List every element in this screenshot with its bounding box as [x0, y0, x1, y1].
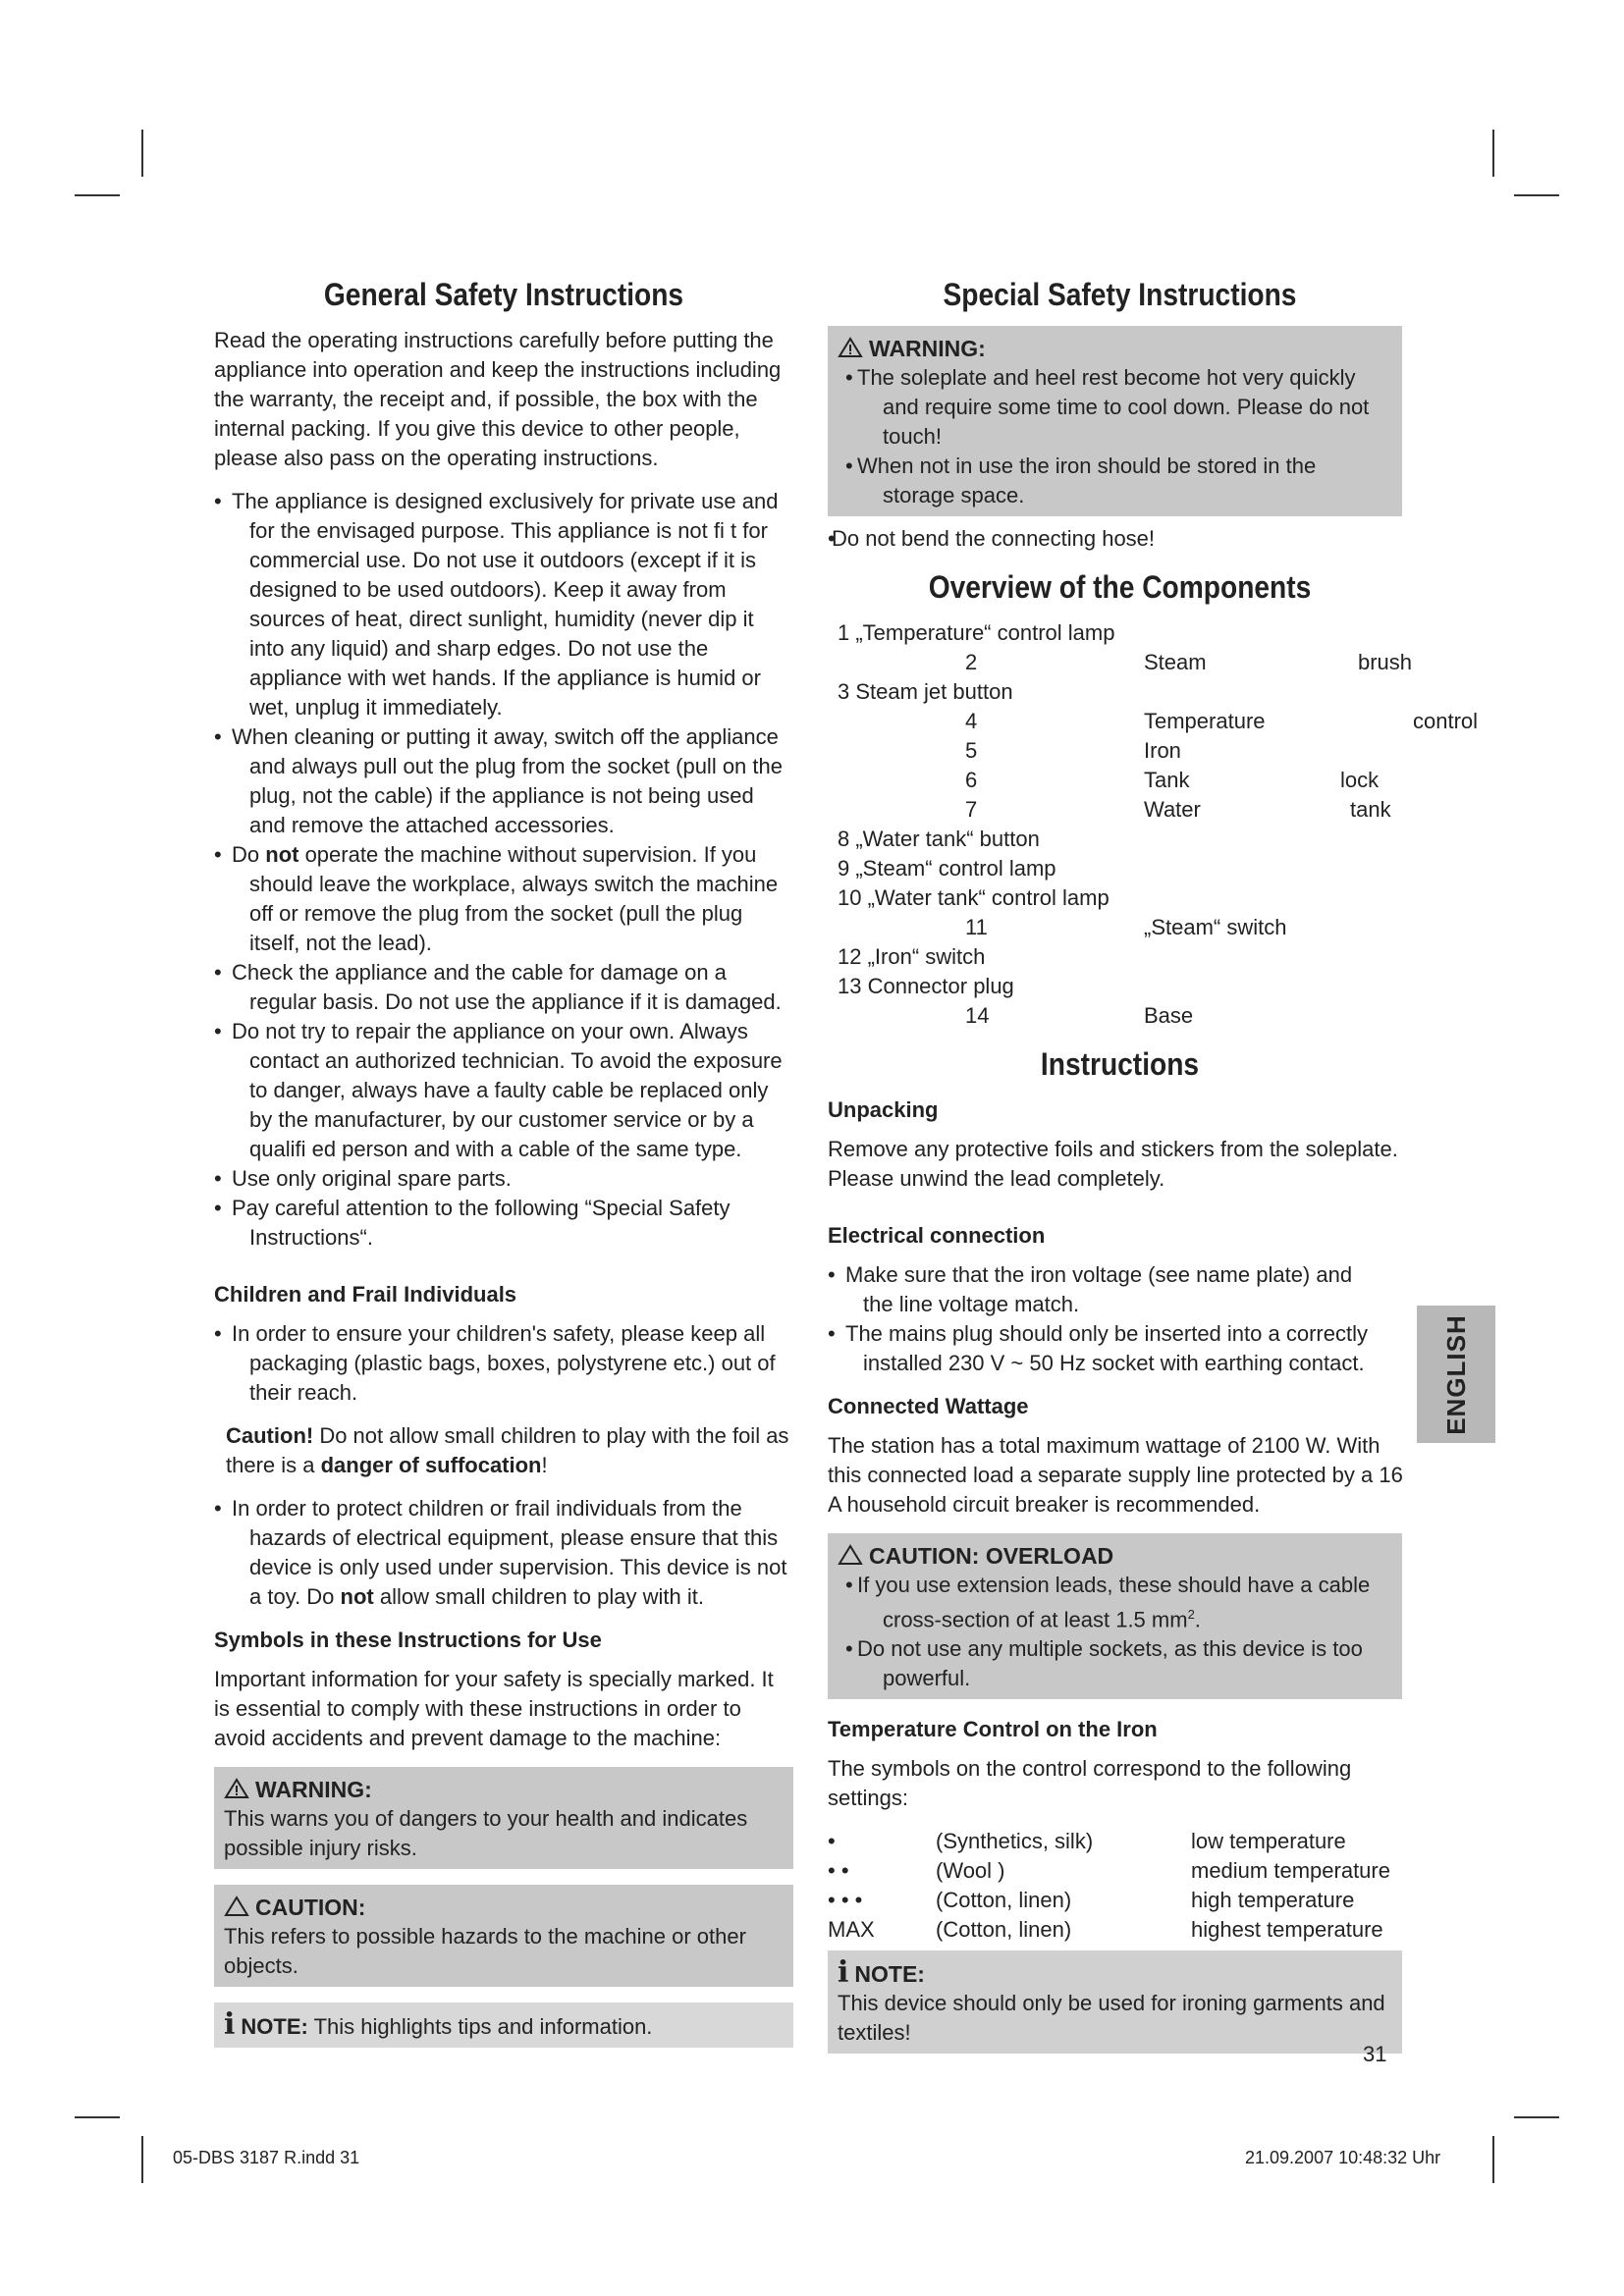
bullet-cleaning: • When cleaning or putting it away, switch off the appliance and always pull out the plug from the socket (pull on the plug, not the cable) if the appliance is not being used and remove the attached accessories. [214, 722, 793, 840]
temperature-cell-lvl: high temperature [1191, 1888, 1355, 1913]
general-safety-title: General Safety Instructions [323, 277, 684, 312]
temperature-cell-mat: (Synthetics, silk) [936, 1829, 1094, 1854]
children-bullets-1 [214, 1319, 793, 1408]
temperature-cell-mat: (Cotton, linen) [936, 1888, 1072, 1913]
overview-title: Overview of the Components [928, 569, 1312, 605]
note-box-right-title: i NOTE: [838, 1955, 925, 1991]
component-cell-a: 7 [965, 797, 978, 822]
caution-box-text: This refers to possible hazards to the machine or other objects. [224, 1924, 746, 1978]
special-warning-title: WARNING: [838, 334, 1392, 363]
temperature-row [828, 1915, 1412, 1945]
temperature-cell-sym: • • • [828, 1888, 863, 1913]
warning-item-storage: • When not in use the iron should be stored in the storage space. [838, 452, 1392, 510]
crop-mark-bottom-right-v [1492, 2136, 1494, 2183]
bullet-hose: • Do not bend the connecting hose! [828, 524, 1412, 554]
bullet-children-packaging: • In order to ensure your children's safety, please keep all packaging (plastic bags, boxes, polystyrene etc.) out of their reach. [214, 1319, 793, 1408]
special-warning-items [838, 363, 1392, 510]
component-row [828, 736, 1412, 766]
hose-bullet-list [828, 524, 1412, 554]
component-cell-a: 14 [965, 1003, 990, 1028]
component-cell-c: brush [1358, 650, 1413, 674]
temperature-row [828, 1827, 1412, 1856]
caution-triangle-icon [838, 1544, 863, 1566]
component-row [828, 618, 1412, 648]
symbols-title: Symbols in these Instructions for Use [214, 1628, 602, 1652]
bullet-voltage: • Make sure that the iron voltage (see name plate) and the line voltage match. [828, 1260, 1374, 1319]
temperature-cell-mat: (Wool ) [936, 1858, 1005, 1884]
note-box-right-text: This device should only be used for ironing garments and textiles! [838, 1991, 1385, 2046]
crop-mark-bottom-left-h [75, 2116, 120, 2118]
crop-mark-bottom-right-h [1514, 2116, 1559, 2118]
note-box-left [214, 2002, 793, 2048]
temperature-cell-sym: • • [828, 1858, 849, 1884]
component-cell-c: control [1413, 709, 1479, 733]
temperature-row [828, 1856, 1412, 1886]
component-row [828, 707, 1479, 736]
crop-mark-bottom-left-v [141, 2136, 143, 2183]
component-row [828, 913, 1412, 942]
crop-mark-top-left-v [141, 130, 143, 177]
overload-item-extension: • If you use extension leads, these should have a cable cross-section of at least 1.5 $mm^2$. [838, 1571, 1392, 1634]
crop-mark-top-right-v [1492, 130, 1494, 177]
bullet-repair: • Do not try to repair the appliance on your own. Always contact an authorized technician. To avoid the exposure to danger, always have a faulty cable be replaced only by the manufacturer, by our customer service or by a qualifi ed person and with a cable of the same type. [214, 1017, 793, 1164]
caution-box-title: CAUTION: [224, 1893, 784, 1922]
component-row [828, 766, 1412, 795]
component-cell-a: 9 „Steam“ control lamp [838, 856, 1056, 881]
children-bullets-2 [214, 1494, 793, 1612]
caution-triangle-icon [224, 1896, 249, 1917]
page-number: 31 [1363, 2042, 1387, 2066]
bullet-spare-parts: • Use only original spare parts. [214, 1164, 793, 1194]
components-list [828, 618, 1479, 1031]
language-tab [1417, 1306, 1495, 1443]
warning-box-text: This warns you of dangers to your health and indicates possible injury risks. [224, 1806, 748, 1860]
info-icon: i [838, 1955, 849, 1991]
component-row [828, 854, 1412, 883]
footer-right: 21.09.2007 10:48:32 Uhr [1245, 2148, 1441, 2167]
left-column [214, 275, 793, 2063]
crop-mark-top-right-h [1514, 194, 1559, 196]
caution-label: Caution! [226, 1423, 314, 1448]
component-cell-b: Water [1144, 797, 1201, 822]
component-cell-b: Tank [1144, 768, 1190, 792]
electrical-bullets [828, 1260, 1412, 1378]
component-row [828, 677, 1412, 707]
crop-mark-top-left-h [75, 194, 120, 196]
component-cell-a: 10 „Water tank“ control lamp [838, 885, 1110, 910]
overload-item-sockets: • Do not use any multiple sockets, as this device is too powerful. [838, 1634, 1392, 1693]
component-row [828, 883, 1412, 913]
component-row [828, 942, 1412, 972]
general-intro: Read the operating instructions carefully before putting the appliance into operation and keep the instructions including the warranty, the receipt and, if possible, the box with the internal packing. If you give this device to other people, please also pass on the operating instructions. [214, 328, 782, 470]
component-cell-a: 5 [965, 738, 978, 763]
temperature-cell-sym: • [828, 1829, 836, 1854]
note-box-left-text: This highlights tips and information. [307, 2014, 653, 2039]
temperature-cell-mat: (Cotton, linen) [936, 1917, 1072, 1943]
bullet-children-hazards: • In order to protect children or frail individuals from the hazards of electrical equipment, please ensure that this device is only used under supervision. This device is not a toy. Do not allow small children to play with it. [214, 1494, 793, 1612]
temperature-cell-lvl: low temperature [1191, 1829, 1346, 1854]
temperature-cell-sym: MAX [828, 1917, 875, 1943]
temperature-cell-lvl: medium temperature [1191, 1858, 1390, 1884]
temperature-row [828, 1886, 1412, 1915]
bullet-special-attention: • Pay careful attention to the following “Special Safety Instructions“. [214, 1194, 793, 1253]
special-warning-box [828, 326, 1402, 516]
bullet-mains-plug: • The mains plug should only be inserted into a correctly installed 230 V ~ 50 Hz socket with earthing contact. [828, 1319, 1374, 1378]
special-safety-title: Special Safety Instructions [943, 277, 1297, 312]
danger-suffocation: danger of suffocation [320, 1453, 542, 1477]
component-cell-b: Temperature [1144, 709, 1266, 733]
component-cell-a: 3 Steam jet button [838, 679, 1013, 704]
wattage-text: The station has a total maximum wattage of 2100 W. With this connected load a separate supply line protected by a 16 A household circuit breaker is recommended. [828, 1433, 1403, 1517]
warning-box-title: WARNING: [224, 1775, 784, 1804]
component-cell-b: Iron [1144, 738, 1181, 763]
temperature-cell-lvl: highest temperature [1191, 1917, 1383, 1943]
caution-suffocation: Caution! Do not allow small children to play with the foil as there is a danger of suffocation! [226, 1423, 789, 1477]
bullet-check-damage: • Check the appliance and the cable for damage on a regular basis. Do not use the appliance if it is damaged. [214, 958, 793, 1017]
instructions-title: Instructions [1040, 1046, 1200, 1082]
component-row [828, 648, 1412, 677]
component-cell-a: 6 [965, 768, 978, 792]
component-row [828, 1001, 1412, 1031]
children-title: Children and Frail Individuals [214, 1282, 517, 1307]
bullet-supervision: • Do not operate the machine without supervision. If you should leave the workplace, always switch the machine off or remove the plug from the socket (pull the plug itself, not the lead). [214, 840, 793, 958]
wattage-title: Connected Wattage [828, 1394, 1029, 1418]
overload-items [838, 1571, 1392, 1693]
warning-triangle-icon [224, 1778, 249, 1799]
unpacking-text: Remove any protective foils and stickers from the soleplate. Please unwind the lead completely. [828, 1137, 1398, 1191]
component-cell-a: 11 [965, 915, 988, 939]
component-cell-b: „Steam“ switch [1144, 915, 1287, 939]
electrical-title: Electrical connection [828, 1223, 1046, 1248]
temperature-table [828, 1827, 1412, 1945]
component-cell-b: Base [1144, 1003, 1194, 1028]
note-box-left-title: NOTE: [241, 2014, 308, 2039]
footer-left: 05-DBS 3187 R.indd 31 [173, 2148, 360, 2167]
language-tab-label: ENGLISH [1440, 1313, 1471, 1435]
component-row [828, 825, 1412, 854]
tempctl-title: Temperature Control on the Iron [828, 1717, 1158, 1742]
tempctl-intro: The symbols on the control correspond to the following settings: [828, 1756, 1352, 1811]
warning-triangle-icon [838, 337, 863, 358]
component-row [828, 972, 1412, 1001]
warning-box [214, 1767, 793, 1869]
component-cell-a: 13 Connector plug [838, 974, 1014, 998]
bullet-private-use: • The appliance is designed exclusively for private use and for the envisaged purpose. This appliance is not fi t for commercial use. Do not use it outdoors (except if it is designed to be used outdoors). Keep it away from sources of heat, direct sunlight, humidity (never dip it into any liquid) and sharp edges. Do not use the appliance with wet hands. If the appliance is humid or wet, unplug it immediately. [214, 487, 793, 722]
general-bullets [214, 487, 793, 1253]
info-icon: i [224, 2007, 236, 2042]
component-cell-a: 4 [965, 709, 978, 733]
overload-box [828, 1533, 1402, 1699]
caution-box [214, 1885, 793, 1987]
overload-box-title: CAUTION: OVERLOAD [838, 1541, 1392, 1571]
unpacking-title: Unpacking [828, 1097, 939, 1122]
component-cell-a: 2 [965, 650, 978, 674]
component-cell-a: 12 „Iron“ switch [838, 944, 986, 969]
component-cell-b: Steam [1144, 650, 1207, 674]
component-cell-c: tank [1350, 797, 1391, 822]
note-box-right [828, 1950, 1402, 2054]
component-cell-c: lock [1340, 768, 1380, 792]
component-cell-a: 8 „Water tank“ button [838, 827, 1040, 851]
component-row [828, 795, 1412, 825]
symbols-intro: Important information for your safety is specially marked. It is essential to comply with these instructions in order to avoid accidents and prevent damage to the machine: [214, 1667, 774, 1750]
component-cell-a: 1 „Temperature“ control lamp [838, 620, 1115, 645]
warning-item-hot: • The soleplate and heel rest become hot very quickly and require some time to cool down. Please do not touch! [838, 363, 1392, 452]
